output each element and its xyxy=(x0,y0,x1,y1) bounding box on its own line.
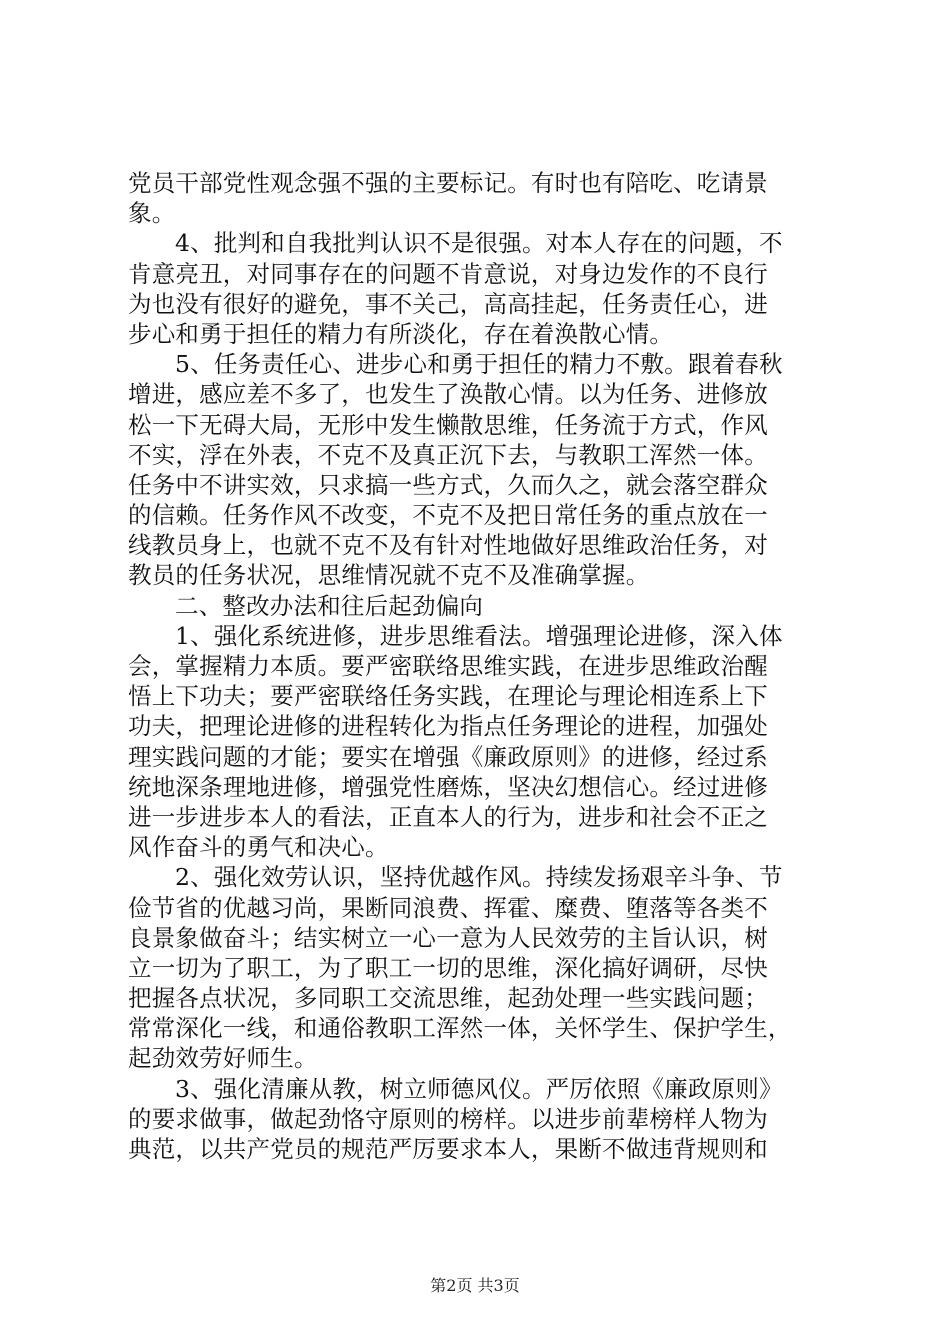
text-line: 3、强化清廉从教，树立师德风仪。严厉依照《廉政原则》 xyxy=(175,1074,783,1103)
text-line: 步心和勇于担任的精力有所淡化，存在着涣散心情。 xyxy=(128,319,674,348)
text-line: 起劲效劳好师生。 xyxy=(128,1044,318,1073)
text-line: 党员干部党性观念强不强的主要标记。有时也有陪吃、吃请景 xyxy=(128,169,768,197)
text-line: 俭节省的优越习尚，果断同浪费、挥霍、糜费、堕落等各类不 xyxy=(128,893,768,922)
text-line: 把握各点状况，多同职工交流思维，起劲处理一些实践问题； xyxy=(128,984,768,1013)
text-line: 松一下无碍大局，无形中发生懒散思维，任务流于方式，作风 xyxy=(128,410,768,439)
text-line: 二、整改办法和往后起劲偏向 xyxy=(175,591,484,620)
text-line: 教员的任务状况，思维情况就不克不及准确掌握。 xyxy=(128,561,650,590)
text-line: 良景象做奋斗；结实树立一心一意为人民效劳的主旨认识，树 xyxy=(128,923,768,952)
text-line: 风作奋斗的勇气和决心。 xyxy=(128,833,389,862)
text-line: 1、强化系统进修，进步思维看法。增强理论进修，深入体 xyxy=(175,621,783,650)
text-line: 统地深条理地进修，增强党性磨炼，坚决幻想信心。经过进修 xyxy=(128,772,768,801)
text-line: 的要求做事，做起劲恪守原则的榜样。以进步前辈榜样人物为 xyxy=(128,1104,768,1133)
text-line: 不实，浮在外表，不克不及真正沉下去，与教职工浑然一体。 xyxy=(128,440,768,469)
text-line: 的信赖。任务作风不改变，不克不及把日常任务的重点放在一 xyxy=(128,501,768,530)
text-line: 悟上下功夫；要严密联络任务实践，在理论与理论相连系上下 xyxy=(128,682,768,711)
document-body xyxy=(128,168,828,1164)
paragraph xyxy=(128,228,828,349)
text-line: 5、任务责任心、进步心和勇于担任的精力不敷。跟着春秋 xyxy=(175,350,783,379)
text-line: 功夫，把理论进修的进程转化为指点任务理论的进程，加强处 xyxy=(128,712,768,741)
text-line: 线教员身上，也就不克不及有针对性地做好思维政治任务，对 xyxy=(128,531,768,560)
paragraph xyxy=(128,862,828,1073)
text-line: 任务中不讲实效，只求搞一些方式，久而久之，就会落空群众 xyxy=(128,470,768,499)
paragraph xyxy=(128,168,828,228)
text-line: 2、强化效劳认识，坚持优越作风。持续发扬艰辛斗争、节 xyxy=(175,863,783,892)
text-line: 肯意亮丑，对同事存在的问题不肯意说，对身边发作的不良行 xyxy=(128,259,768,288)
text-line: 理实践问题的才能；要实在增强《廉政原则》的进修，经过系 xyxy=(128,742,768,771)
paragraph xyxy=(128,591,828,621)
paragraph xyxy=(128,1074,828,1165)
page-footer: 第2页 共3页 xyxy=(430,1276,520,1295)
text-line: 立一切为了职工，为了职工一切的思维，深化搞好调研，尽快 xyxy=(128,953,768,982)
paragraph xyxy=(128,621,828,863)
paragraph xyxy=(128,349,828,591)
text-line: 象。 xyxy=(128,199,176,228)
text-line: 增进，感应差不多了，也发生了涣散心情。以为任务、进修放 xyxy=(128,380,768,409)
text-line: 为也没有很好的避免，事不关己，高高挂起，任务责任心，进 xyxy=(128,289,768,318)
text-line: 会，掌握精力本质。要严密联络思维实践，在进步思维政治醒 xyxy=(128,652,768,680)
text-line: 4、批判和自我批判认识不是很强。对本人存在的问题，不 xyxy=(175,229,783,258)
text-line: 常常深化一线，和通俗教职工浑然一体，关怀学生、保护学生， xyxy=(128,1014,792,1043)
text-line: 典范，以共产党员的规范严厉要求本人，果断不做违背规则和 xyxy=(128,1135,768,1163)
text-line: 进一步进步本人的看法，正直本人的行为，进步和社会不正之 xyxy=(128,802,768,831)
